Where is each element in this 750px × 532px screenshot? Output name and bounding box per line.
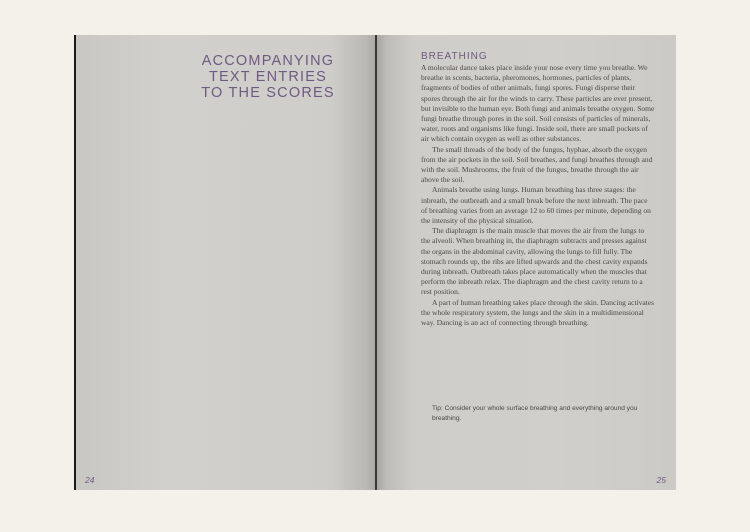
page-heading (158, 53, 378, 101)
page-number-left: 24 (85, 475, 95, 485)
paragraph: The small threads of the body of the fungus, hyphae, absorb the oxygen from the air pockets in the soil. Soil breathes, and fungi breathes through and with the soil. Mushrooms, the fruit of the fungus, breathe through the air above the soil. (421, 144, 653, 185)
paragraph: A part of human breathing takes place through the skin. Dancing activates the whole respiratory system, the lungs and the skin in a multidimensional way. Dancing is an act of connecting through breathing. (421, 297, 655, 328)
paragraph: A molecular dance takes place inside your nose every time you breathe. We breathe in scents, bacteria, pheromones, hormones, particles of plants, fragments of bodies of other animals, fungi spores. Fungi disperse their spores through the air for the winds to carry. These particles are ever present, but invisible to the human eye. Both fungi and animals breathe oxygen. Some fungi breathe through pores in the soil. Soil consists of particles of minerals, water, roots and organisms like fungi. Inside soil, there are small pockets of air which contain oxygen as well as other substances. (421, 63, 655, 144)
open-book (74, 35, 676, 490)
section-title: BREATHING (421, 51, 488, 62)
left-page (76, 35, 376, 490)
tip-text: Tip: Consider your whole surface breathing and everything around you breathing. (432, 405, 638, 422)
paragraph: Animals breathe using lungs. Human breathing has three stages: the inbreath, the outbreath and a small break before the next inbreath. The pace of breathing varies from an average 12 to 60 times per minute, depending on the intensity of the physical situation. (421, 185, 651, 226)
paragraph: The diaphragm is the main muscle that moves the air from the lungs to the alveoli. When breathing in, the diaphragm subtracts and presses against the organs in the abdominal cavity, allowing the lungs to fill fully. The stomach rounds up, the ribs are lifted upwards and the chest cavity expands during inbreath. Outbreath takes place automatically when the muscles that perform the inbreath relax. The diaphragm and the chest cavity return to a rest position. (421, 226, 648, 297)
heading-line: ACCOMPANYING TEXT ENTRIES TO THE SCORES (201, 53, 335, 101)
body-text (421, 63, 655, 328)
right-page (377, 35, 676, 490)
page-number-right: 25 (656, 475, 666, 485)
